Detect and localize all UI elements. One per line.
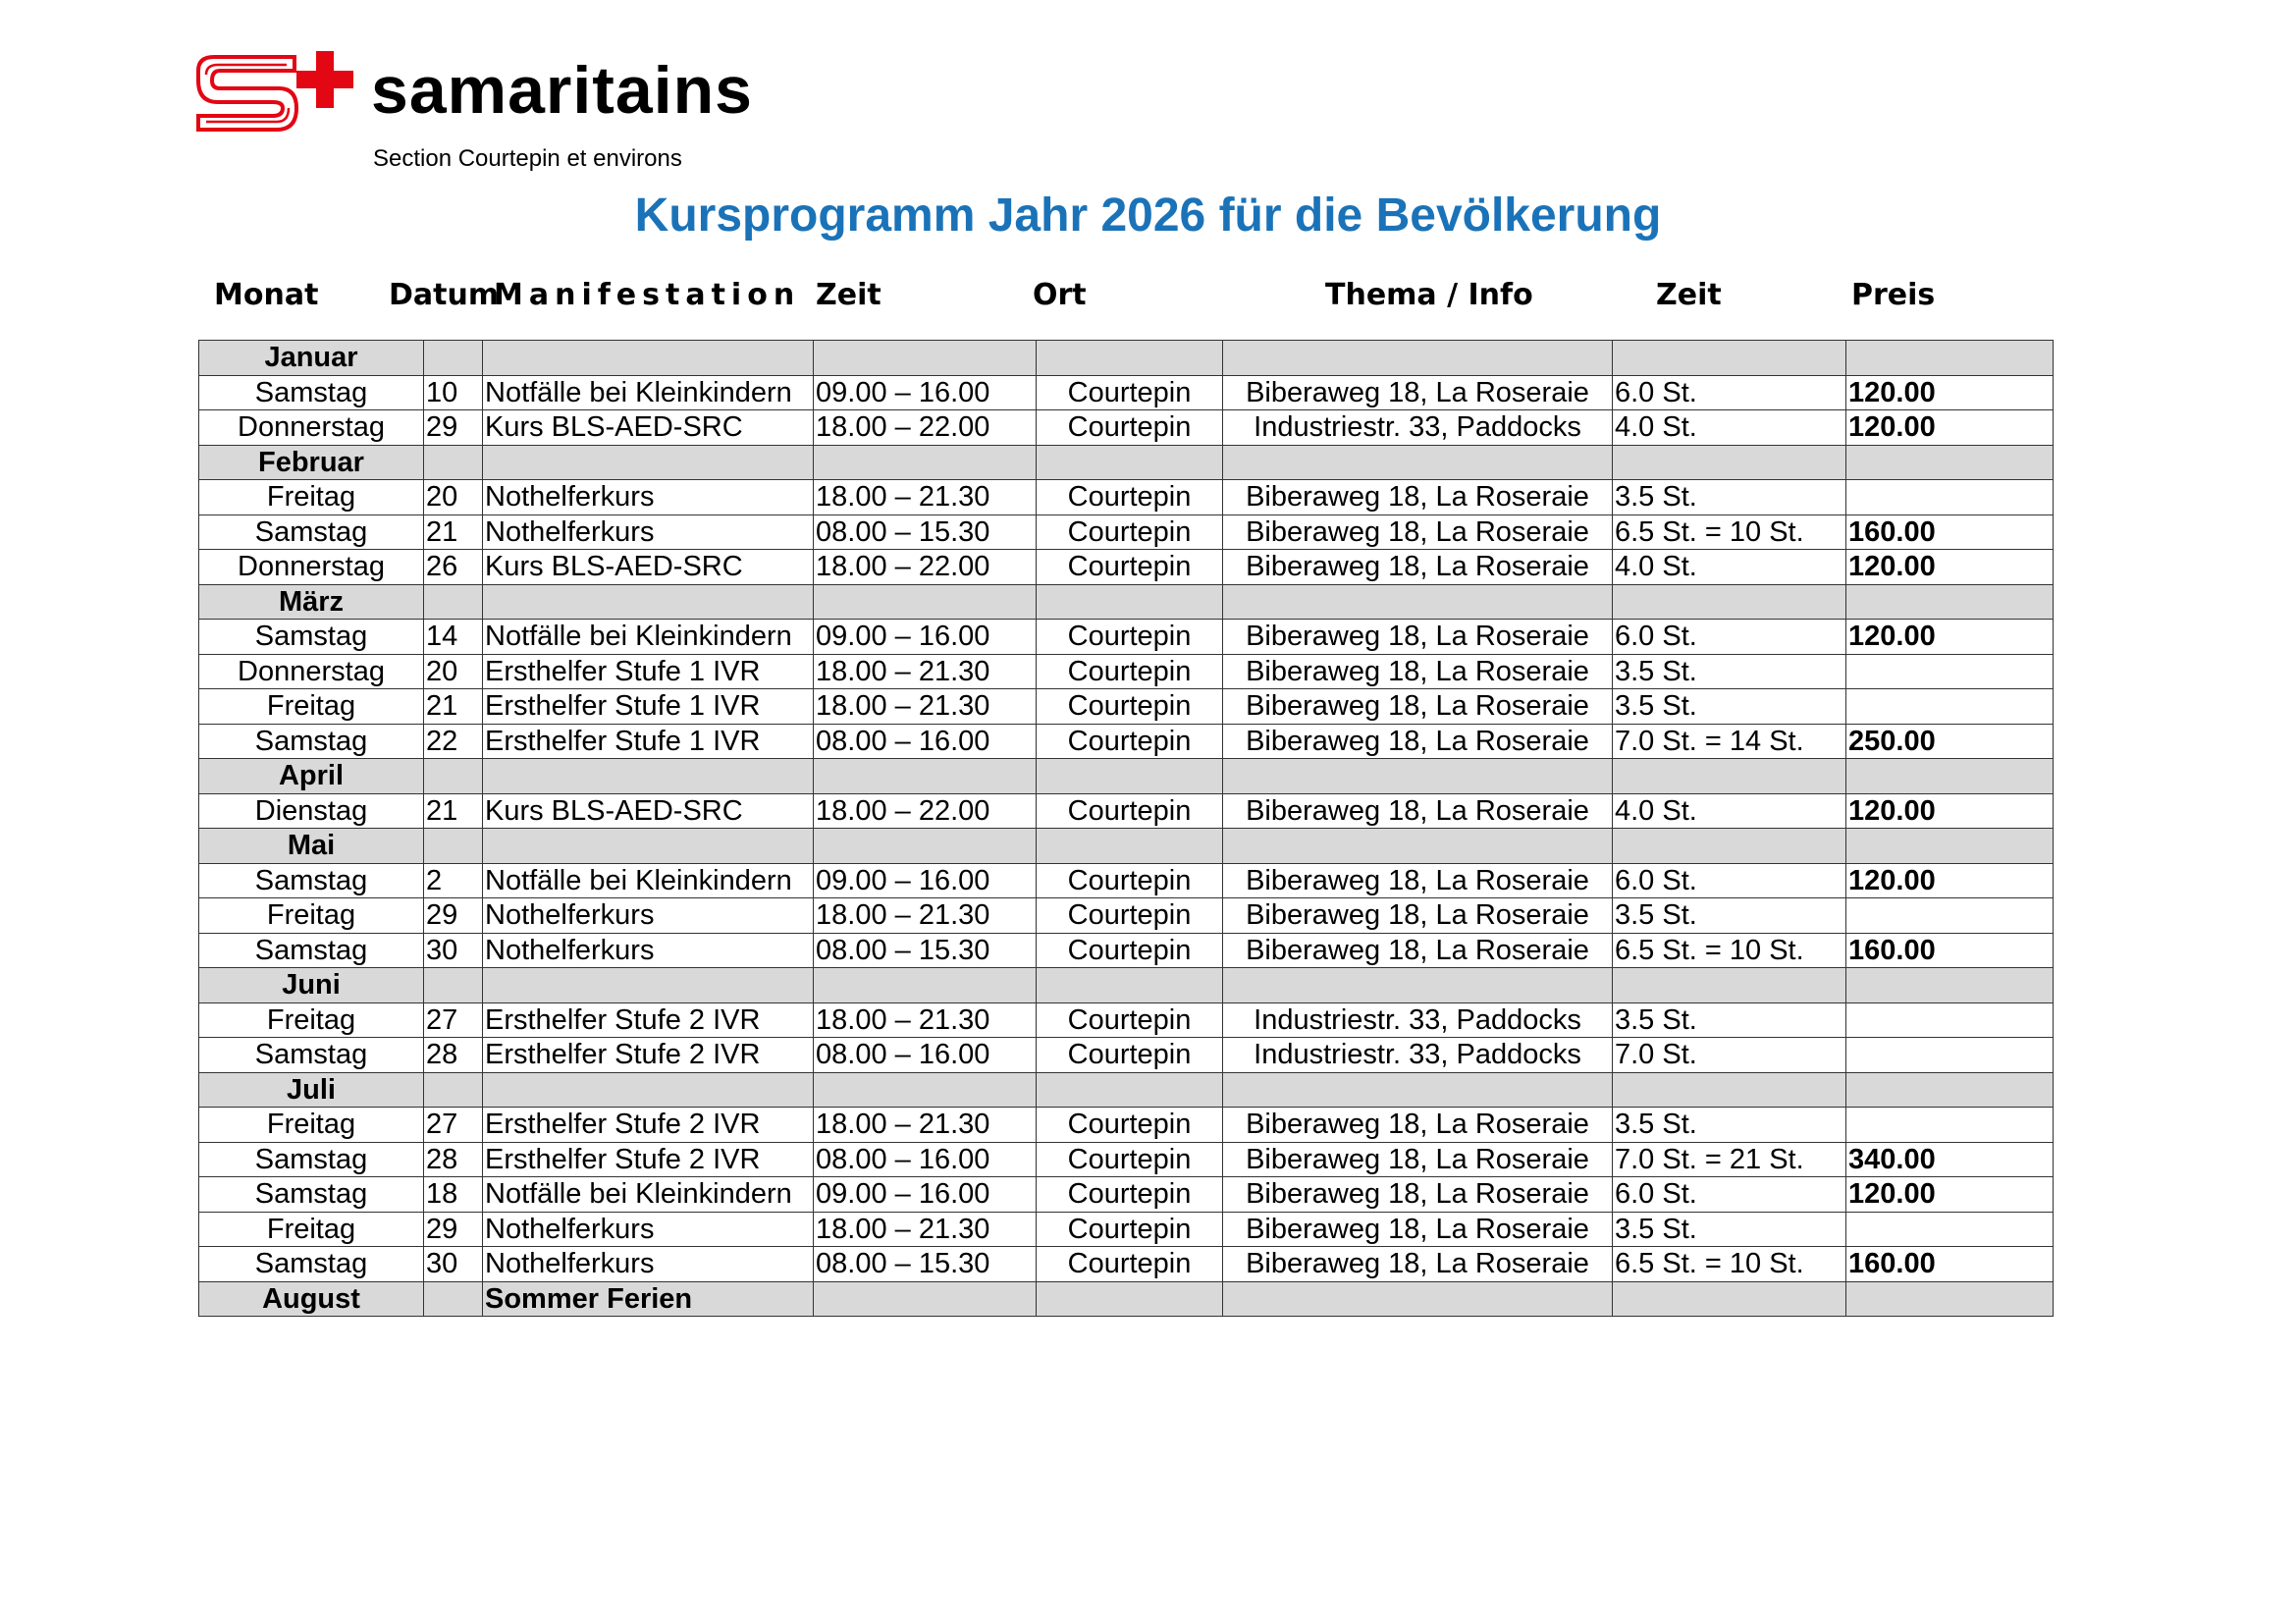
location-info-cell: Biberaweg 18, La Roseraie [1223, 1108, 1613, 1143]
time-cell: 18.00 – 22.00 [814, 550, 1037, 585]
month-name-cell: Juli [199, 1072, 424, 1108]
empty-cell [1223, 445, 1613, 480]
duration-cell: 6.0 St. [1613, 620, 1846, 655]
date-cell: 29 [424, 1212, 483, 1247]
empty-cell [814, 759, 1037, 794]
empty-cell [1037, 584, 1223, 620]
location-info-cell: Biberaweg 18, La Roseraie [1223, 863, 1613, 898]
empty-cell [1846, 445, 2054, 480]
empty-cell [814, 584, 1037, 620]
time-cell: 08.00 – 16.00 [814, 724, 1037, 759]
empty-cell [1846, 341, 2054, 376]
weekday-cell: Samstag [199, 620, 424, 655]
empty-cell [424, 829, 483, 864]
empty-cell [814, 1072, 1037, 1108]
time-cell: 09.00 – 16.00 [814, 863, 1037, 898]
course-name-cell: Nothelferkurs [483, 1247, 814, 1282]
course-schedule-body [199, 341, 2054, 1317]
month-name-cell: August [199, 1281, 424, 1317]
location-info-cell: Biberaweg 18, La Roseraie [1223, 1177, 1613, 1213]
header-monat: Monat [214, 278, 319, 312]
time-cell: 08.00 – 16.00 [814, 1038, 1037, 1073]
place-cell: Courtepin [1037, 550, 1223, 585]
month-note-cell: Sommer Ferien [483, 1281, 814, 1317]
empty-cell [814, 1281, 1037, 1317]
date-cell: 30 [424, 933, 483, 968]
month-name-cell: Mai [199, 829, 424, 864]
empty-cell [1223, 759, 1613, 794]
empty-cell [424, 759, 483, 794]
price-cell: 120.00 [1846, 620, 2054, 655]
empty-cell [1223, 584, 1613, 620]
course-name-cell: Kurs BLS-AED-SRC [483, 550, 814, 585]
course-name-cell: Ersthelfer Stufe 1 IVR [483, 689, 814, 725]
empty-cell [1846, 968, 2054, 1003]
course-name-cell: Nothelferkurs [483, 1212, 814, 1247]
location-info-cell: Biberaweg 18, La Roseraie [1223, 1142, 1613, 1177]
month-name-cell: Januar [199, 341, 424, 376]
course-row [199, 1247, 2054, 1282]
course-row [199, 1142, 2054, 1177]
course-name-cell: Ersthelfer Stufe 2 IVR [483, 1038, 814, 1073]
course-row [199, 480, 2054, 515]
duration-cell: 3.5 St. [1613, 1002, 1846, 1038]
date-cell: 18 [424, 1177, 483, 1213]
empty-cell [1846, 1072, 2054, 1108]
weekday-cell: Samstag [199, 933, 424, 968]
empty-cell [1223, 1281, 1613, 1317]
course-name-cell: Kurs BLS-AED-SRC [483, 410, 814, 446]
course-name-cell: Ersthelfer Stufe 2 IVR [483, 1002, 814, 1038]
date-cell: 22 [424, 724, 483, 759]
course-name-cell: Ersthelfer Stufe 1 IVR [483, 724, 814, 759]
place-cell: Courtepin [1037, 793, 1223, 829]
place-cell: Courtepin [1037, 654, 1223, 689]
duration-cell: 4.0 St. [1613, 410, 1846, 446]
duration-cell: 6.5 St. = 10 St. [1613, 514, 1846, 550]
date-cell: 21 [424, 689, 483, 725]
price-cell: 250.00 [1846, 724, 2054, 759]
weekday-cell: Donnerstag [199, 410, 424, 446]
empty-cell [424, 584, 483, 620]
date-cell: 21 [424, 514, 483, 550]
header-datum: Datum [389, 278, 500, 312]
empty-cell [1037, 759, 1223, 794]
location-info-cell: Biberaweg 18, La Roseraie [1223, 898, 1613, 934]
location-info-cell: Biberaweg 18, La Roseraie [1223, 620, 1613, 655]
time-cell: 18.00 – 21.30 [814, 898, 1037, 934]
empty-cell [1613, 829, 1846, 864]
time-cell: 08.00 – 15.30 [814, 1247, 1037, 1282]
date-cell: 26 [424, 550, 483, 585]
place-cell: Courtepin [1037, 1212, 1223, 1247]
weekday-cell: Freitag [199, 1212, 424, 1247]
location-info-cell: Biberaweg 18, La Roseraie [1223, 514, 1613, 550]
empty-cell [483, 1072, 814, 1108]
weekday-cell: Dienstag [199, 793, 424, 829]
course-row [199, 1212, 2054, 1247]
price-cell [1846, 1108, 2054, 1143]
samaritains-s-cross-icon [194, 51, 361, 139]
place-cell: Courtepin [1037, 933, 1223, 968]
empty-cell [483, 829, 814, 864]
price-cell [1846, 689, 2054, 725]
date-cell: 30 [424, 1247, 483, 1282]
location-info-cell: Biberaweg 18, La Roseraie [1223, 550, 1613, 585]
duration-cell: 4.0 St. [1613, 793, 1846, 829]
course-name-cell: Nothelferkurs [483, 480, 814, 515]
weekday-cell: Samstag [199, 1142, 424, 1177]
weekday-cell: Donnerstag [199, 550, 424, 585]
course-row [199, 863, 2054, 898]
location-info-cell: Biberaweg 18, La Roseraie [1223, 1247, 1613, 1282]
course-name-cell: Notfälle bei Kleinkindern [483, 1177, 814, 1213]
empty-cell [1613, 341, 1846, 376]
course-name-cell: Nothelferkurs [483, 898, 814, 934]
month-row [199, 445, 2054, 480]
place-cell: Courtepin [1037, 514, 1223, 550]
price-cell: 120.00 [1846, 793, 2054, 829]
weekday-cell: Freitag [199, 480, 424, 515]
price-cell: 160.00 [1846, 514, 2054, 550]
duration-cell: 6.0 St. [1613, 863, 1846, 898]
empty-cell [1223, 341, 1613, 376]
month-row [199, 1072, 2054, 1108]
price-cell [1846, 480, 2054, 515]
duration-cell: 3.5 St. [1613, 480, 1846, 515]
course-row [199, 514, 2054, 550]
duration-cell: 6.5 St. = 10 St. [1613, 933, 1846, 968]
location-info-cell: Biberaweg 18, La Roseraie [1223, 480, 1613, 515]
course-row [199, 375, 2054, 410]
empty-cell [1223, 968, 1613, 1003]
duration-cell: 7.0 St. = 21 St. [1613, 1142, 1846, 1177]
empty-cell [1223, 1072, 1613, 1108]
empty-cell [483, 968, 814, 1003]
empty-cell [483, 584, 814, 620]
time-cell: 18.00 – 21.30 [814, 480, 1037, 515]
month-name-cell: Juni [199, 968, 424, 1003]
place-cell: Courtepin [1037, 1247, 1223, 1282]
header-manifestation: Manifestation [494, 278, 801, 312]
header-zeit-dauer: Zeit [1656, 278, 1722, 312]
month-row [199, 1281, 2054, 1317]
course-row [199, 724, 2054, 759]
logo-subtitle: Section Courtepin et environs [373, 145, 682, 172]
place-cell: Courtepin [1037, 724, 1223, 759]
place-cell: Courtepin [1037, 375, 1223, 410]
course-row [199, 410, 2054, 446]
empty-cell [1613, 1281, 1846, 1317]
logo-wordmark: samaritains [371, 53, 753, 128]
location-info-cell: Biberaweg 18, La Roseraie [1223, 375, 1613, 410]
time-cell: 18.00 – 21.30 [814, 689, 1037, 725]
duration-cell: 3.5 St. [1613, 1108, 1846, 1143]
month-row [199, 584, 2054, 620]
course-row [199, 898, 2054, 934]
course-row [199, 689, 2054, 725]
place-cell: Courtepin [1037, 410, 1223, 446]
empty-cell [1613, 584, 1846, 620]
place-cell: Courtepin [1037, 689, 1223, 725]
duration-cell: 6.0 St. [1613, 1177, 1846, 1213]
price-cell [1846, 1002, 2054, 1038]
empty-cell [1223, 829, 1613, 864]
duration-cell: 6.5 St. = 10 St. [1613, 1247, 1846, 1282]
time-cell: 09.00 – 16.00 [814, 1177, 1037, 1213]
weekday-cell: Donnerstag [199, 654, 424, 689]
empty-cell [483, 445, 814, 480]
empty-cell [814, 445, 1037, 480]
weekday-cell: Samstag [199, 724, 424, 759]
header-thema-info: Thema / Info [1325, 278, 1533, 312]
time-cell: 08.00 – 15.30 [814, 933, 1037, 968]
time-cell: 18.00 – 21.30 [814, 1002, 1037, 1038]
month-name-cell: April [199, 759, 424, 794]
empty-cell [424, 1281, 483, 1317]
price-cell [1846, 654, 2054, 689]
date-cell: 27 [424, 1002, 483, 1038]
course-name-cell: Nothelferkurs [483, 933, 814, 968]
duration-cell: 4.0 St. [1613, 550, 1846, 585]
empty-cell [424, 968, 483, 1003]
time-cell: 18.00 – 21.30 [814, 1108, 1037, 1143]
weekday-cell: Samstag [199, 514, 424, 550]
course-row [199, 1038, 2054, 1073]
course-row [199, 550, 2054, 585]
empty-cell [424, 445, 483, 480]
empty-cell [1613, 1072, 1846, 1108]
weekday-cell: Samstag [199, 863, 424, 898]
weekday-cell: Samstag [199, 1247, 424, 1282]
duration-cell: 3.5 St. [1613, 689, 1846, 725]
course-row [199, 1177, 2054, 1213]
empty-cell [1037, 341, 1223, 376]
place-cell: Courtepin [1037, 1002, 1223, 1038]
place-cell: Courtepin [1037, 898, 1223, 934]
place-cell: Courtepin [1037, 620, 1223, 655]
course-row [199, 793, 2054, 829]
place-cell: Courtepin [1037, 1177, 1223, 1213]
time-cell: 18.00 – 21.30 [814, 654, 1037, 689]
month-row [199, 759, 2054, 794]
date-cell: 2 [424, 863, 483, 898]
location-info-cell: Biberaweg 18, La Roseraie [1223, 1212, 1613, 1247]
duration-cell: 7.0 St. = 14 St. [1613, 724, 1846, 759]
location-info-cell: Industriestr. 33, Paddocks [1223, 1038, 1613, 1073]
price-cell [1846, 1038, 2054, 1073]
date-cell: 29 [424, 898, 483, 934]
course-row [199, 620, 2054, 655]
empty-cell [1037, 445, 1223, 480]
price-cell: 160.00 [1846, 1247, 2054, 1282]
empty-cell [1037, 1072, 1223, 1108]
course-name-cell: Notfälle bei Kleinkindern [483, 375, 814, 410]
date-cell: 10 [424, 375, 483, 410]
place-cell: Courtepin [1037, 863, 1223, 898]
empty-cell [1037, 829, 1223, 864]
location-info-cell: Industriestr. 33, Paddocks [1223, 1002, 1613, 1038]
place-cell: Courtepin [1037, 1108, 1223, 1143]
duration-cell: 7.0 St. [1613, 1038, 1846, 1073]
month-name-cell: Februar [199, 445, 424, 480]
time-cell: 09.00 – 16.00 [814, 620, 1037, 655]
location-info-cell: Biberaweg 18, La Roseraie [1223, 793, 1613, 829]
date-cell: 20 [424, 654, 483, 689]
time-cell: 08.00 – 16.00 [814, 1142, 1037, 1177]
empty-cell [814, 829, 1037, 864]
course-row [199, 1002, 2054, 1038]
header-ort: Ort [1033, 278, 1087, 312]
empty-cell [1037, 968, 1223, 1003]
empty-cell [1037, 1281, 1223, 1317]
date-cell: 20 [424, 480, 483, 515]
weekday-cell: Samstag [199, 1177, 424, 1213]
weekday-cell: Freitag [199, 898, 424, 934]
course-row [199, 1108, 2054, 1143]
month-row [199, 341, 2054, 376]
empty-cell [1846, 584, 2054, 620]
date-cell: 27 [424, 1108, 483, 1143]
price-cell [1846, 1212, 2054, 1247]
date-cell: 21 [424, 793, 483, 829]
weekday-cell: Freitag [199, 689, 424, 725]
empty-cell [483, 759, 814, 794]
empty-cell [483, 341, 814, 376]
price-cell: 120.00 [1846, 375, 2054, 410]
course-row [199, 933, 2054, 968]
time-cell: 18.00 – 22.00 [814, 410, 1037, 446]
course-name-cell: Ersthelfer Stufe 1 IVR [483, 654, 814, 689]
header-zeit: Zeit [816, 278, 881, 312]
weekday-cell: Freitag [199, 1108, 424, 1143]
date-cell: 29 [424, 410, 483, 446]
date-cell: 28 [424, 1142, 483, 1177]
price-cell: 120.00 [1846, 550, 2054, 585]
empty-cell [1613, 759, 1846, 794]
location-info-cell: Biberaweg 18, La Roseraie [1223, 654, 1613, 689]
price-cell: 160.00 [1846, 933, 2054, 968]
location-info-cell: Biberaweg 18, La Roseraie [1223, 724, 1613, 759]
price-cell: 120.00 [1846, 410, 2054, 446]
empty-cell [1613, 445, 1846, 480]
course-name-cell: Notfälle bei Kleinkindern [483, 620, 814, 655]
course-row [199, 654, 2054, 689]
course-name-cell: Ersthelfer Stufe 2 IVR [483, 1108, 814, 1143]
month-row [199, 829, 2054, 864]
weekday-cell: Samstag [199, 375, 424, 410]
empty-cell [1846, 1281, 2054, 1317]
date-cell: 14 [424, 620, 483, 655]
month-name-cell: März [199, 584, 424, 620]
time-cell: 18.00 – 22.00 [814, 793, 1037, 829]
duration-cell: 3.5 St. [1613, 1212, 1846, 1247]
price-cell: 120.00 [1846, 1177, 2054, 1213]
location-info-cell: Industriestr. 33, Paddocks [1223, 410, 1613, 446]
duration-cell: 3.5 St. [1613, 898, 1846, 934]
samaritains-logo [194, 37, 881, 172]
price-cell: 340.00 [1846, 1142, 2054, 1177]
weekday-cell: Samstag [199, 1038, 424, 1073]
duration-cell: 6.0 St. [1613, 375, 1846, 410]
date-cell: 28 [424, 1038, 483, 1073]
place-cell: Courtepin [1037, 1038, 1223, 1073]
time-cell: 18.00 – 21.30 [814, 1212, 1037, 1247]
course-name-cell: Ersthelfer Stufe 2 IVR [483, 1142, 814, 1177]
place-cell: Courtepin [1037, 1142, 1223, 1177]
location-info-cell: Biberaweg 18, La Roseraie [1223, 689, 1613, 725]
place-cell: Courtepin [1037, 480, 1223, 515]
price-cell [1846, 898, 2054, 934]
empty-cell [1846, 829, 2054, 864]
weekday-cell: Freitag [199, 1002, 424, 1038]
empty-cell [1846, 759, 2054, 794]
month-row [199, 968, 2054, 1003]
course-name-cell: Notfälle bei Kleinkindern [483, 863, 814, 898]
time-cell: 08.00 – 15.30 [814, 514, 1037, 550]
empty-cell [814, 968, 1037, 1003]
course-name-cell: Nothelferkurs [483, 514, 814, 550]
empty-cell [424, 341, 483, 376]
empty-cell [1613, 968, 1846, 1003]
duration-cell: 3.5 St. [1613, 654, 1846, 689]
location-info-cell: Biberaweg 18, La Roseraie [1223, 933, 1613, 968]
time-cell: 09.00 – 16.00 [814, 375, 1037, 410]
page-title: Kursprogramm Jahr 2026 für die Bevölkerung [634, 189, 1662, 242]
course-schedule-table [198, 340, 2054, 1317]
course-name-cell: Kurs BLS-AED-SRC [483, 793, 814, 829]
header-preis: Preis [1851, 278, 1936, 312]
empty-cell [814, 341, 1037, 376]
empty-cell [424, 1072, 483, 1108]
price-cell: 120.00 [1846, 863, 2054, 898]
